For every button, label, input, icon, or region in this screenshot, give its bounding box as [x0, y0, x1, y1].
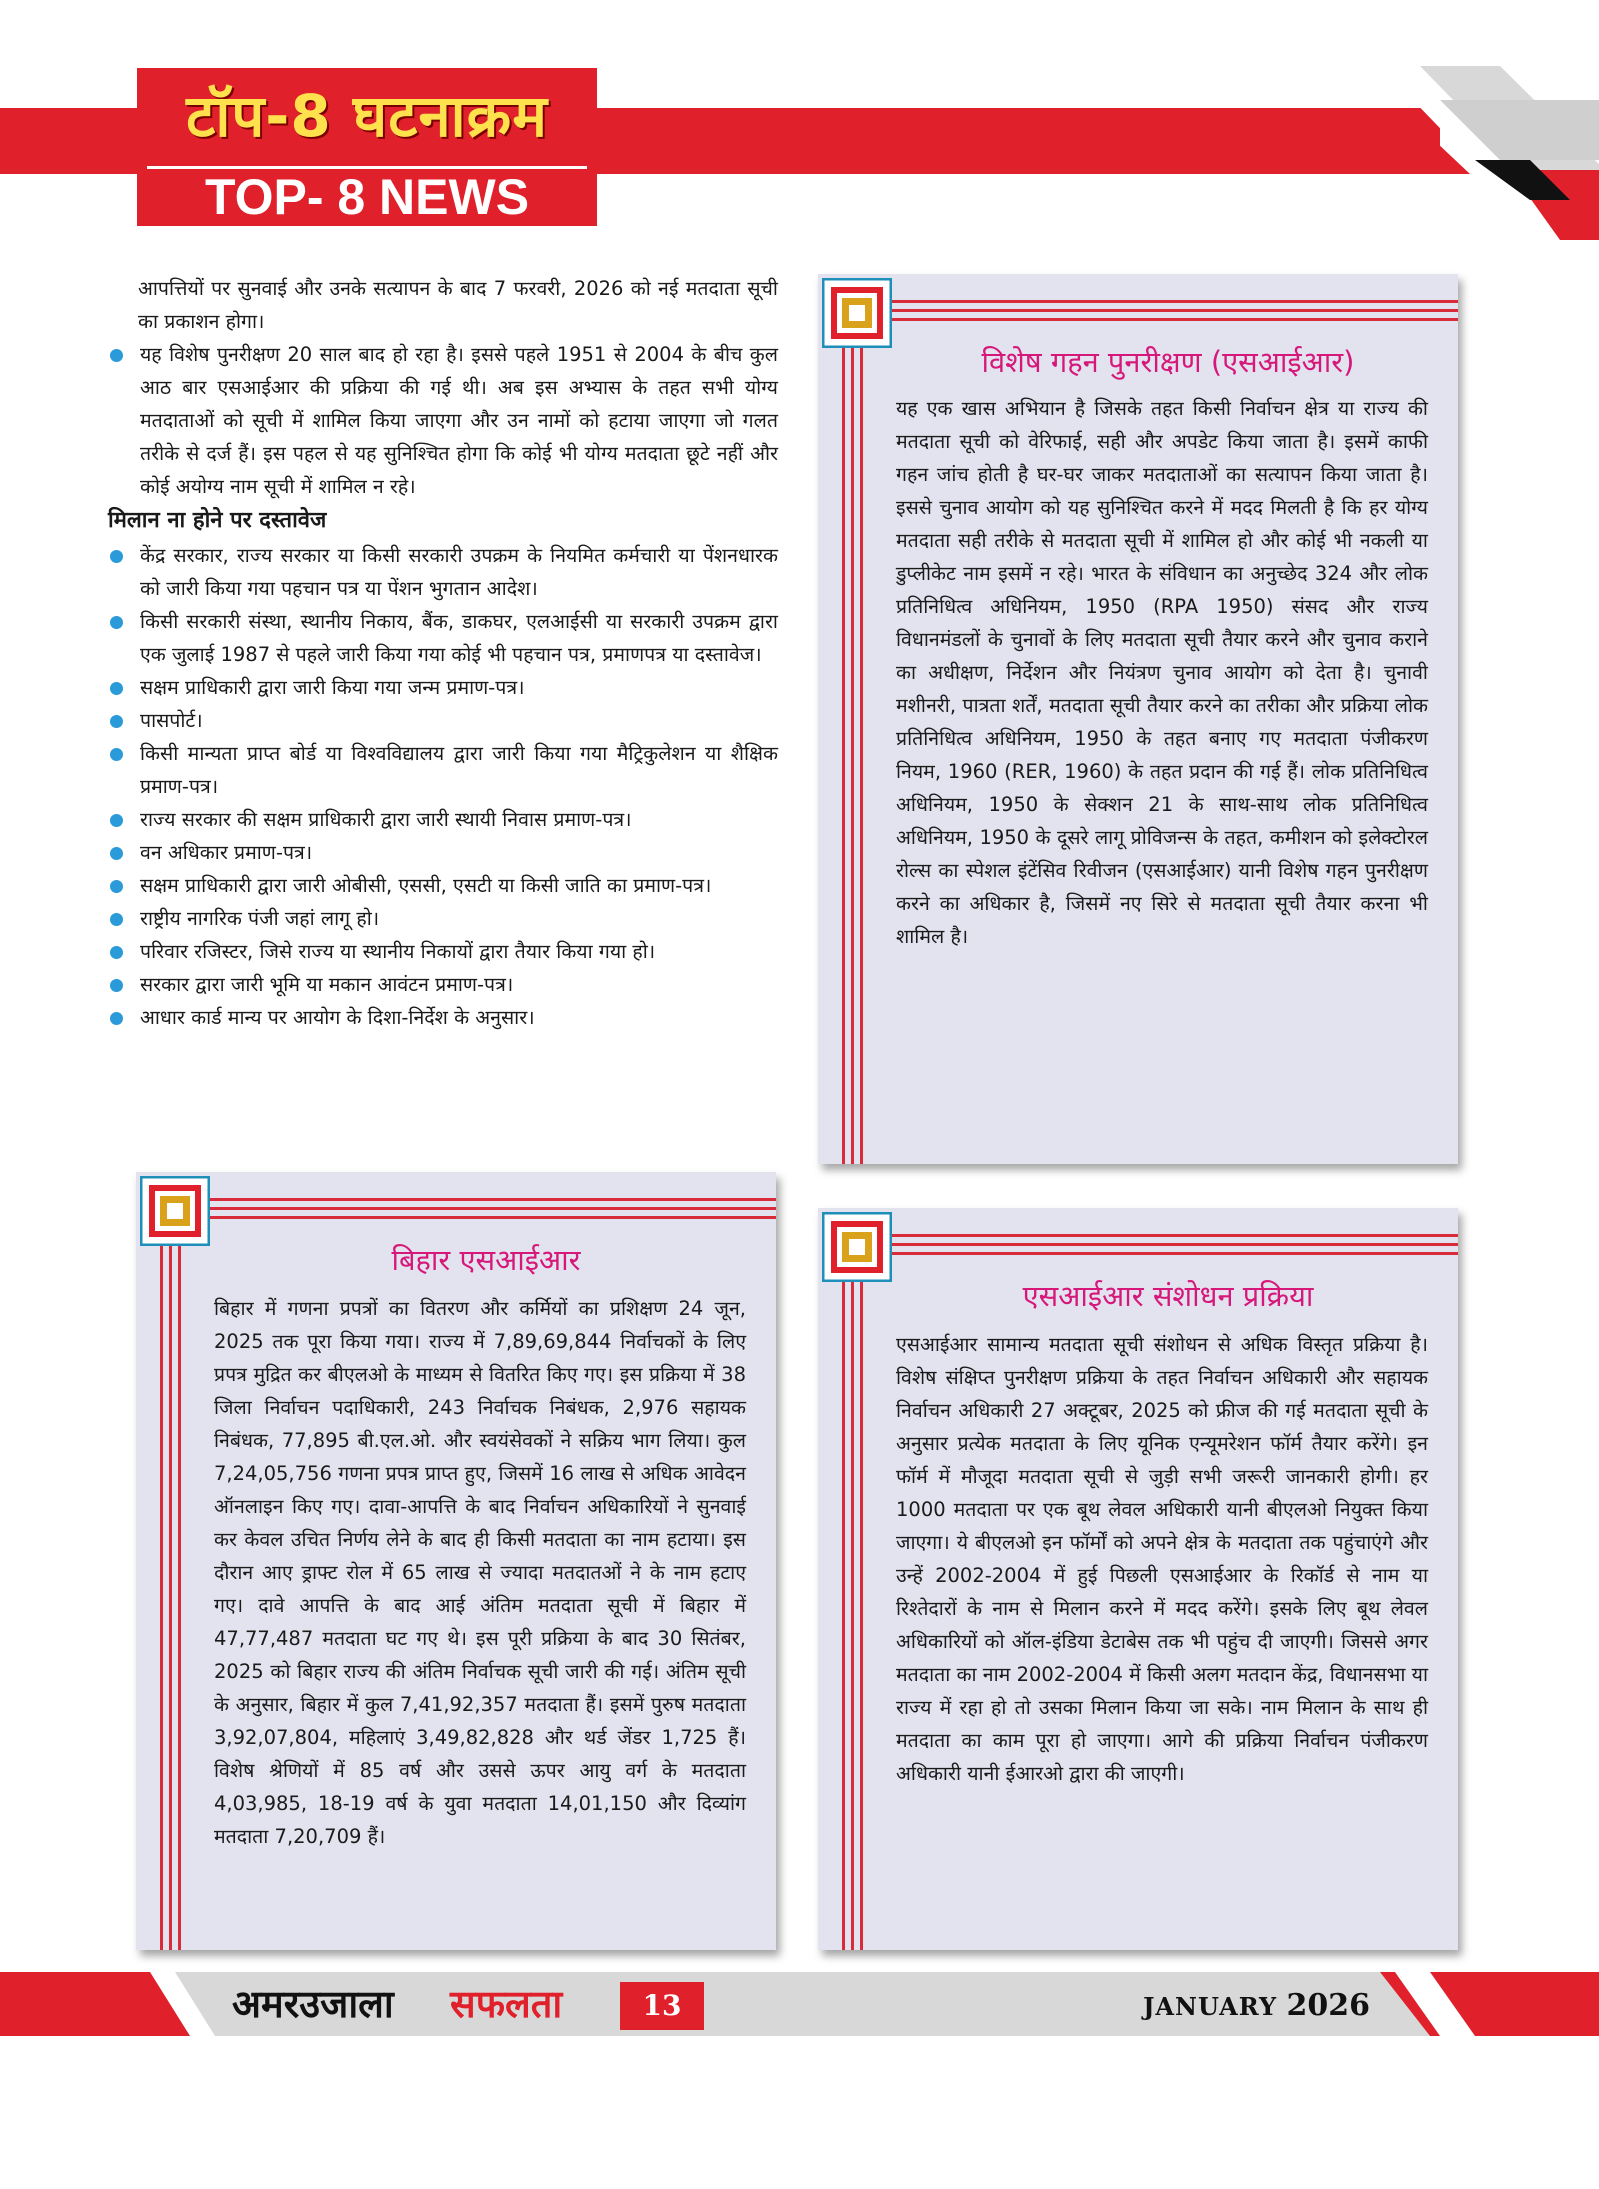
list-item: आधार कार्ड मान्य पर आयोग के दिशा-निर्देश के अनुसार।	[108, 1001, 778, 1034]
header-title-hindi: टॉप-8 घटनाक्रम	[186, 82, 548, 150]
list-item: वन अधिकार प्रमाण-पत्र।	[108, 836, 778, 869]
list-item: किसी सरकारी संस्था, स्थानीय निकाय, बैंक, डाकघर, एलआईसी या सरकारी उपक्रम द्वारा एक जुलाई 1987 से पहले जारी किया गया कोई भी पहचान पत्र, प्रमाणपत्र या दस्तावेज।	[108, 605, 778, 671]
frame-lines-horizontal	[892, 1234, 1458, 1258]
list-item: राष्ट्रीय नागरिक पंजी जहां लागू हो।	[108, 902, 778, 935]
list-item: केंद्र सरकार, राज्य सरकार या किसी सरकारी उपक्रम के नियमित कर्मचारी या पेंशनधारक को जारी किया गया पहचान पत्र या पेंशन भुगतान आदेश।	[108, 539, 778, 605]
frame-lines-vertical	[160, 1246, 184, 1950]
left-column	[108, 272, 778, 1034]
issue-year: 2026	[1286, 1988, 1370, 2023]
header-title-box	[137, 68, 597, 226]
subheading-documents: मिलान ना होने पर दस्तावेज	[108, 508, 327, 533]
header-title-english-wrap	[147, 166, 587, 225]
bihar-box-title: बिहार एसआईआर	[391, 1243, 581, 1277]
footer-logo-safalta: सफलता	[450, 1981, 563, 2026]
frame-lines-horizontal	[892, 300, 1458, 324]
sir-info-box	[818, 274, 1458, 1164]
list-item: पासपोर्ट।	[108, 704, 778, 737]
intro-paragraph: आपत्तियों पर सुनवाई और उनके सत्यापन के बाद 7 फरवरी, 2026 को नई मतदाता सूची का प्रकाशन होगा।	[138, 277, 778, 333]
bihar-box-text: बिहार में गणना प्रपत्रों का वितरण और कर्मियों का प्रशिक्षण 24 जून, 2025 तक पूरा किया गया। राज्य में 7,89,69,844 निर्वाचकों के लिए प्रपत्र मुद्रित कर बीएलओ के माध्यम से वितरित किए गए। इस प्रक्रिया में 38 जिला निर्वाचन पदाधिकारी, 243 निर्वाचक निबंधक, 2,976 सहायक निबंधक, 77,895 बी.एल.ओ. और स्वयंसेवकों ने सक्रिय भाग लिया। कुल 7,24,05,756 गणना प्रपत्र प्राप्त हुए, जिसमें 16 लाख से अधिक आवेदन ऑनलाइन किए गए। दावा-आपत्ति के बाद निर्वाचन अधिकारियों ने सुनवाई कर केवल उचित निर्णय लेने के बाद ही किसी मतदाता का नाम हटाया। इस दौरान आए ड्राफ्ट रोल में 65 लाख से ज्यादा मतदातओं ने के नाम हटाए गए। दावे आपत्ति के बाद आई अंतिम मतदाता सूची में बिहार में 47,77,487 मतदाता घट गए थे। इस पूरी प्रक्रिया के बाद 30 सितंबर, 2025 को बिहार राज्य की अंतिम निर्वाचक सूची जारी की गई। अंतिम सूची के अनुसार, बिहार में कुल 7,41,92,357 मतदाता हैं। इसमें पुरुष मतदाता 3,92,07,804, महिलाएं 3,49,82,828 और थर्ड जेंडर 1,725 हैं। विशेष श्रेणियों में 85 वर्ष और उससे ऊपर आयु वर्ग के मतदाता 4,03,985, 18-19 वर्ष के युवा मतदाता 14,01,150 और दिव्यांग मतदाता 7,20,709 हैं।	[214, 1297, 746, 1848]
corner-ornament-icon	[822, 278, 892, 348]
frame-lines-vertical	[842, 348, 866, 1164]
issue-month: JANUARY	[1143, 1992, 1278, 2021]
list-item: राज्य सरकार की सक्षम प्राधिकारी द्वारा जारी स्थायी निवास प्रमाण-पत्र।	[108, 803, 778, 836]
list-item: सक्षम प्राधिकारी द्वारा जारी ओबीसी, एससी, एसटी या किसी जाति का प्रमाण-पत्र।	[108, 869, 778, 902]
list-item: सक्षम प्राधिकारी द्वारा जारी किया गया जन्म प्रमाण-पत्र।	[108, 671, 778, 704]
bihar-sir-box	[136, 1172, 776, 1950]
header-title-english: TOP- 8 NEWS	[204, 169, 530, 225]
list-item: सरकार द्वारा जारी भूमि या मकान आवंटन प्रमाण-पत्र।	[108, 968, 778, 1001]
page-number: 13	[620, 1982, 704, 2030]
sir-box-text: यह एक खास अभियान है जिसके तहत किसी निर्वाचन क्षेत्र या राज्य की मतदाता सूची को वेरिफाई, सही और अपडेट किया जाता है। इसमें काफी गहन जांच होती है घर-घर जाकर मतदाताओं का सत्यापन किया जाता है। इससे चुनाव आयोग को यह सुनिश्चित करने में मदद मिलती है कि हर योग्य मतदाता सही तरीके से मतदाता सूची में शामिल हो और कोई भी नकली या डुप्लीकेट नाम इसमें न रहे। भारत के संविधान का अनुच्छेद 324 और लोक प्रतिनिधित्व अधिनियम, 1950 (RPA 1950) संसद और राज्य विधानमंडलों के चुनावों के लिए मतदाता सूची तैयार करने और चुनाव कराने का अधीक्षण, निर्देशन और नियंत्रण चुनाव आयोग को देता है। चुनावी मशीनरी, पात्रता शर्तें, मतदाता सूची तैयार करने का तरीका और प्रक्रिया लोक प्रतिनिधित्व अधिनियम, 1950 के तहत बनाए गए मतदाता पंजीकरण नियम, 1960 (RER, 1960) के तहत प्रदान की गई हैं। लोक प्रतिनिधित्व अधिनियम, 1950 के सेक्शन 21 के साथ-साथ लोक प्रतिनिधित्व अधिनियम, 1950 के दूसरे लागू प्रोविजन्स के तहत, कमीशन को इलेक्टोरल रोल्स का स्पेशल इंटेंसिव रिवीजन (एसआईआर) यानी विशेष गहन पुनरीक्षण करने का अधिकार है, जिसमें नए सिरे से मतदाता सूची तैयार करना भी शामिल है।	[896, 397, 1428, 948]
sir-box-title: विशेष गहन पुनरीक्षण (एसआईआर)	[981, 345, 1355, 379]
frame-lines-vertical	[842, 1282, 866, 1950]
issue-date	[1130, 1984, 1370, 2028]
bullet-first: यह विशेष पुनरीक्षण 20 साल बाद हो रहा है। इससे पहले 1951 से 2004 के बीच कुल आठ बार एसआईआर की प्रक्रिया की गई थी। अब इस अभ्यास के तहत सभी योग्य मतदाताओं को सूची में शामिल किया जाएगा और उन नामों को हटाया जाएगा जो गलत तरीके से दर्ज हैं। इस पहल से यह सुनिश्चित होगा कि कोई भी योग्य मतदाता छूटे नहीं और कोई अयोग्य नाम सूची में शामिल न रहे।	[108, 338, 778, 503]
footer-logo-amarujala: अमरउजाला	[232, 1981, 394, 2026]
list-item: किसी मान्यता प्राप्त बोर्ड या विश्वविद्यालय द्वारा जारी किया गया मैट्रिकुलेशन या शैक्षिक प्रमाण-पत्र।	[108, 737, 778, 803]
sir-revision-box	[818, 1208, 1458, 1950]
frame-lines-horizontal	[210, 1198, 776, 1222]
corner-ornament-icon	[822, 1212, 892, 1282]
revision-box-title: एसआईआर संशोधन प्रक्रिया	[1022, 1279, 1314, 1313]
header-stripe-graphic	[1270, 60, 1599, 240]
revision-box-text: एसआईआर सामान्य मतदाता सूची संशोधन से अधिक विस्तृत प्रक्रिया है। विशेष संक्षिप्त पुनरीक्षण प्रक्रिया के तहत निर्वाचन अधिकारी और सहायक निर्वाचन अधिकारी 27 अक्टूबर, 2025 को फ्रीज की गई मतदाता सूची के अनुसार प्रत्येक मतदाता के लिए यूनिक एन्यूमरेशन फॉर्म तैयार करेंगे। इन फॉर्म में मौजूदा मतदाता सूची से जुड़ी सभी जरूरी जानकारी होगी। हर 1000 मतदाता पर एक बूथ लेवल अधिकारी यानी बीएलओ नियुक्त किया जाएगा। ये बीएलओ इन फॉर्मों को अपने क्षेत्र के मतदाता तक पहुंचाएंगे और उन्हें 2002-2004 में हुई पिछली एसआईआर के रिकॉर्ड से नाम या रिश्तेदारों के नाम से मिलान करने में मदद करेंगे। इसके लिए बूथ लेवल अधिकारियों को ऑल-इंडिया डेटाबेस तक भी पहुंच दी जाएगी। जिससे अगर मतदाता का नाम 2002-2004 में किसी अलग मतदान केंद्र, विधानसभा या राज्य में रहा हो तो उसका मिलान किया जा सके। नाम मिलान के साथ ही मतदाता का काम पूरा हो जाएगा। आगे की प्रक्रिया निर्वाचन पंजीकरण अधिकारी यानी ईआरओ द्वारा की जाएगी।	[896, 1333, 1428, 1785]
corner-ornament-icon	[140, 1176, 210, 1246]
documents-list	[108, 539, 778, 1034]
list-item: परिवार रजिस्टर, जिसे राज्य या स्थानीय निकायों द्वारा तैयार किया गया हो।	[108, 935, 778, 968]
